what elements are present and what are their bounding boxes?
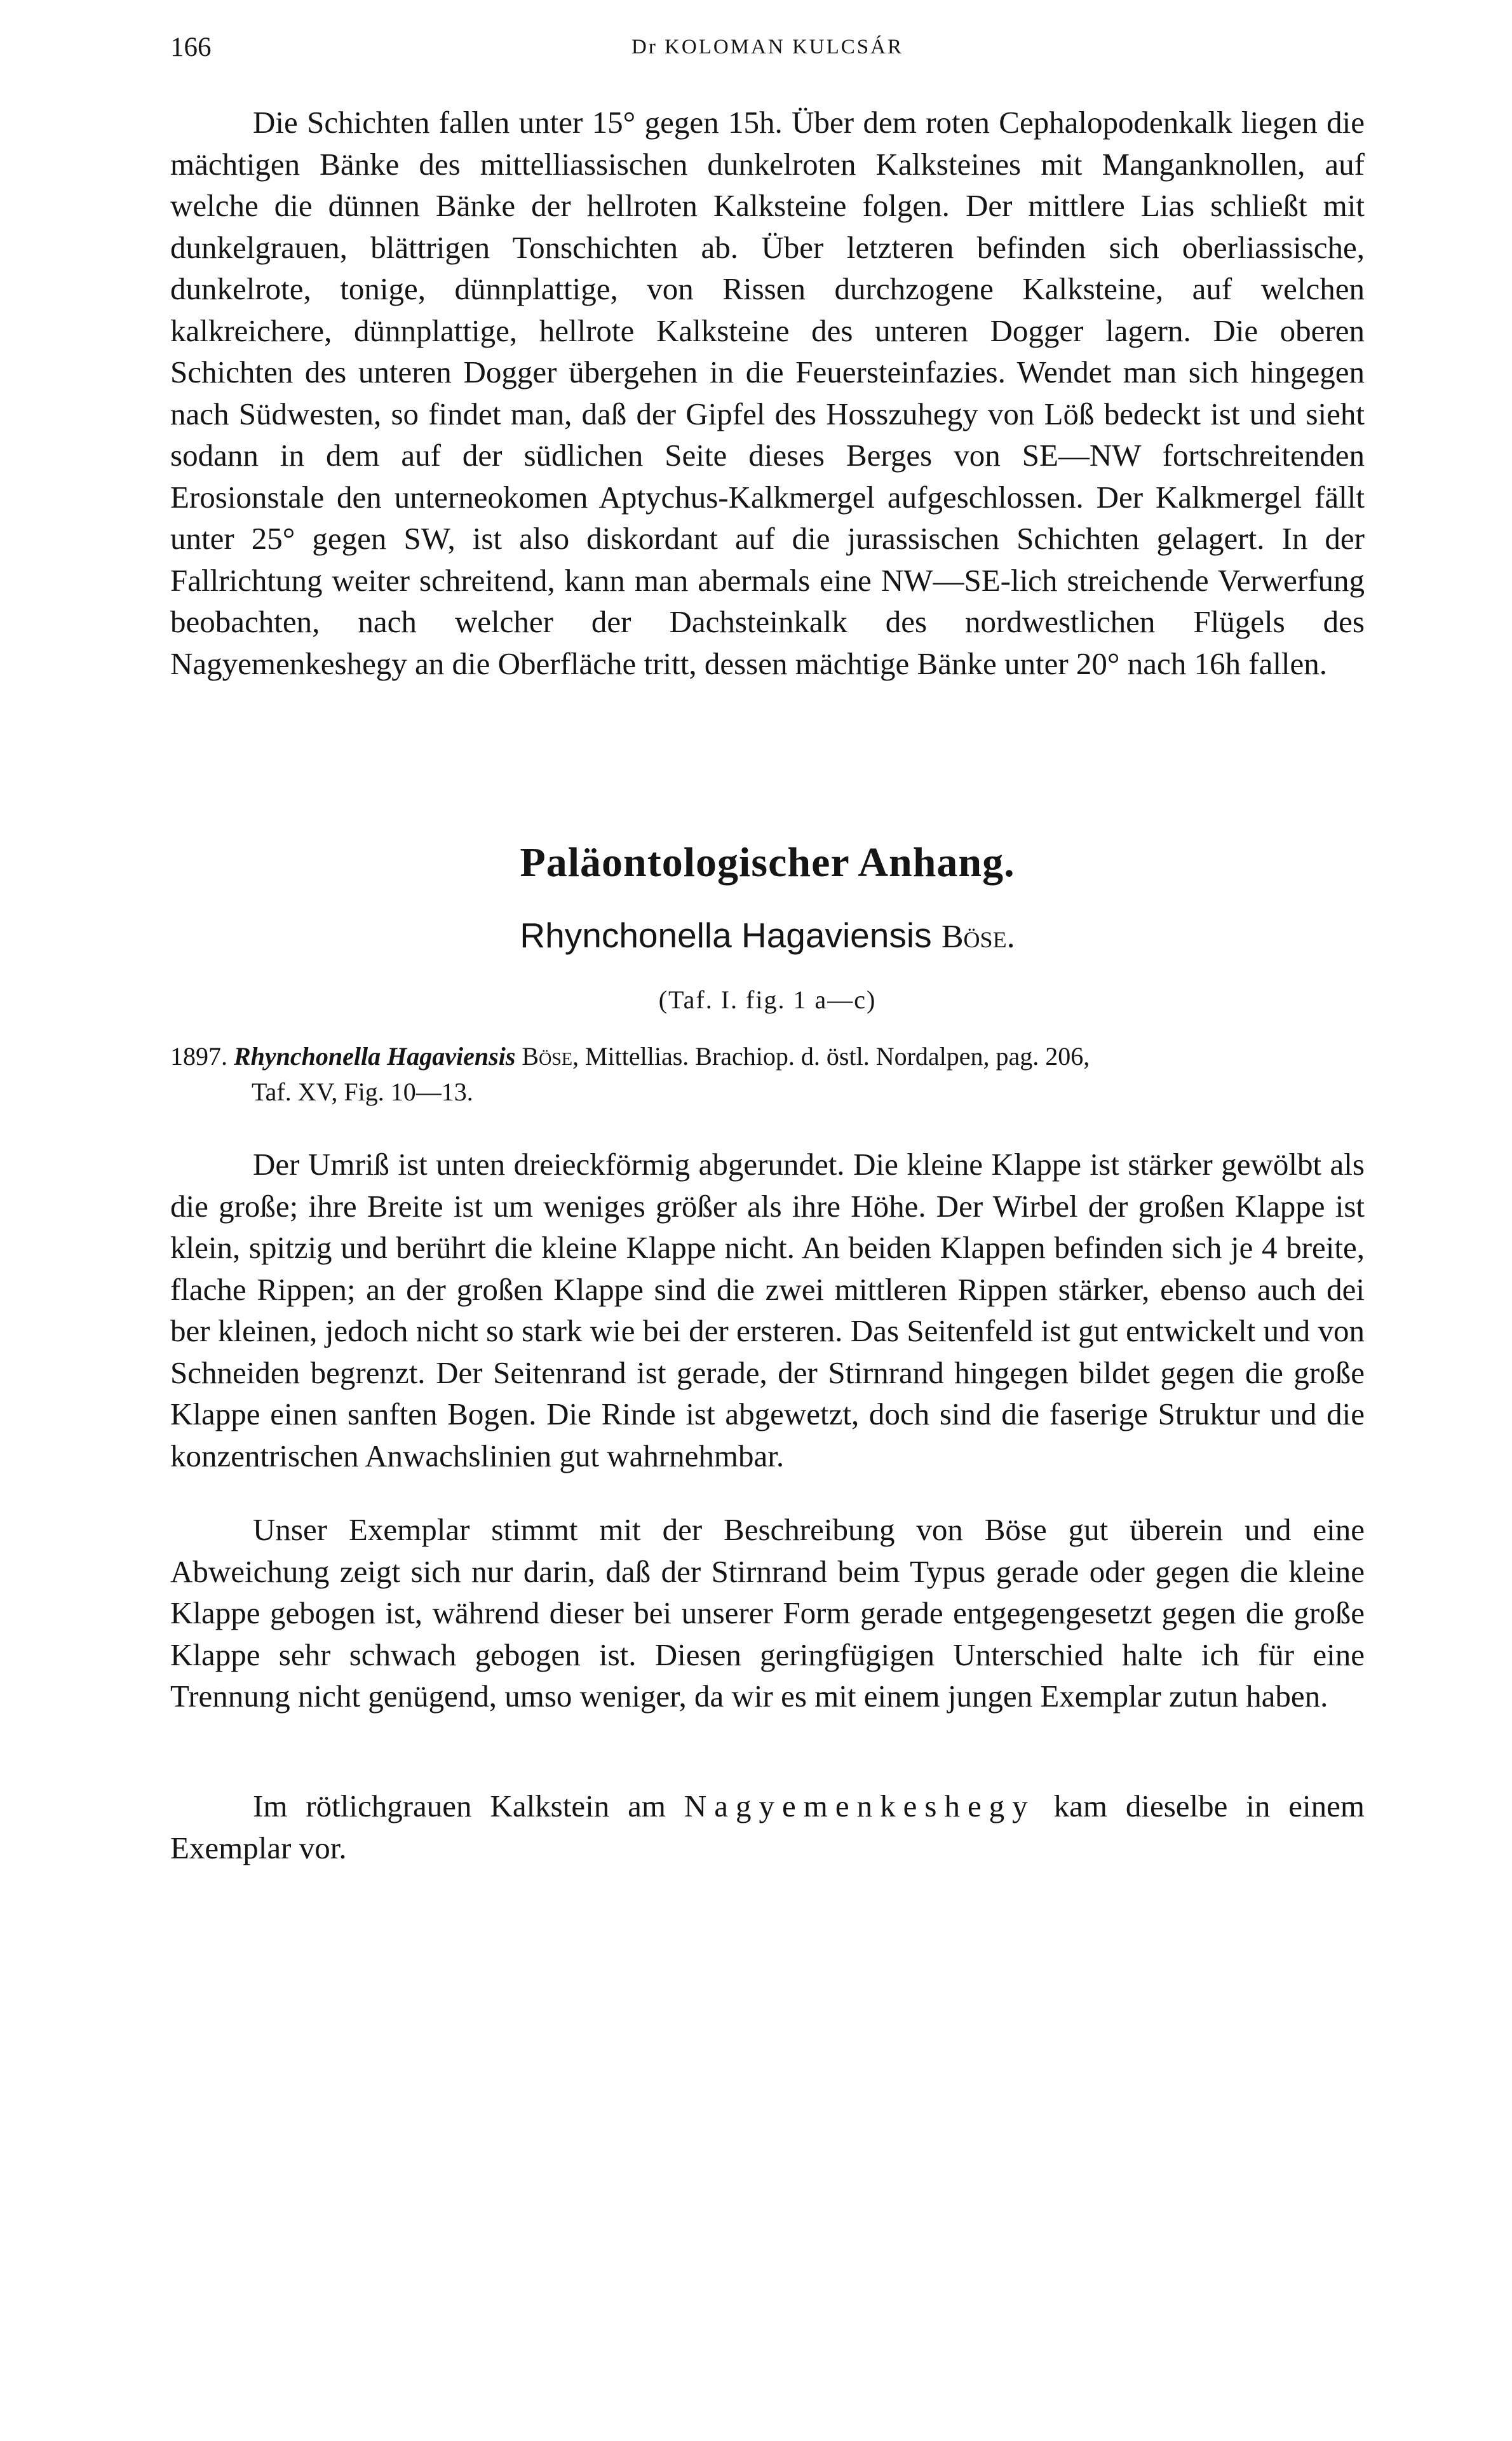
locality-text-before: Im rötlichgrauen Kalkstein am <box>253 1788 684 1823</box>
species-title <box>170 915 1365 956</box>
intro-paragraph: Die Schichten fallen unter 15° gegen 15h. Über dem roten Cephalopodenkalk liegen die mächtigen Bänke des mittelliassischen dunkelroten Kalksteines mit Manganknollen, auf welche die dünnen Bänke der hellroten Kalksteine folgen. Der mittlere Lias schließt mit dunkelgrauen, blättrigen Tonschichten ab. Über letzteren befinden sich oberliassische, dunkelrote, tonige, dünnplattige, von Rissen durchzogene Kalksteine, auf welchen kalkreichere, dünnplattige, hellrote Kalksteine des unteren Dogger lagern. Die oberen Schichten des unteren Dogger übergehen in die Feuersteinfazies. Wendet man sich hingegen nach Südwesten, so findet man, daß der Gipfel des Hosszuhegy von Löß bedeckt ist und sieht sodann in dem auf der südlichen Seite dieses Berges von SE—NW fortschreitenden Erosionstale den unterneokomen Aptychus-Kalkmergel aufgeschlossen. Der Kalkmergel fällt unter 25° gegen SW, ist also diskordant auf die jurassischen Schichten gelagert. In der Fallrichtung weiter schreitend, kann man abermals eine NW—SE-lich streichende Verwerfung beobachten, nach welcher der Dachsteinkalk des nordwestlichen Flügels des Nagyemenkeshegy an die Oberfläche tritt, dessen mächtige Bänke unter 20° nach 16h fallen. <box>170 105 1365 681</box>
synonymy-author: Böse, <box>522 1042 579 1071</box>
page-number: 166 <box>170 32 212 62</box>
synonymy-year: 1897. <box>170 1042 227 1071</box>
synonymy-entry <box>170 1039 1365 1110</box>
appendix-title: Paläontologischer Anhang. <box>520 839 1015 886</box>
locality-text-after: kam dieselbe in einem Exemplar vor. <box>170 1788 1365 1865</box>
synonymy-citation: Mittellias. Brachiop. d. östl. Nordalpen, pag. 206, <box>584 1042 1090 1071</box>
synonymy-taxon: Rhynchonella Hagaviensis <box>234 1042 516 1071</box>
running-head <box>170 32 1365 70</box>
running-title: Dr KOLOMAN KULCSÁR <box>631 36 903 58</box>
species-name: Rhynchonella Hagaviensis <box>520 916 932 955</box>
description-paragraph: Der Umriß ist unten dreieckförmig abgerundet. Die kleine Klappe ist stärker gewölbt als die große; ihre Breite ist um weniges größer als ihre Höhe. Der Wirbel der großen Klappe ist klein, spitzig und berührt die kleine Klappe nicht. An beiden Klappen befinden sich je 4 breite, flache Rippen; an der großen Klappe sind die zwei mittleren Rippen stärker, ebenso auch dei ber kleinen, jedoch nicht so stark wie bei der ersteren. Das Seitenfeld ist gut entwickelt und von Schneiden begrenzt. Der Seitenrand ist gerade, der Stirnrand hingegen bildet gegen die große Klappe einen sanften Bogen. Die Rinde ist abgewetzt, doch sind die faserige Struktur und die konzentrischen Anwachslinien gut wahrnehmbar. <box>170 1147 1365 1473</box>
locality-name: Nagyemenkeshegy <box>684 1788 1036 1823</box>
species-author: Böse. <box>941 919 1015 955</box>
plate-reference: (Taf. I. fig. 1 a—c) <box>658 985 877 1014</box>
comparison-paragraph: Unser Exemplar stimmt mit der Beschreibung von Böse gut überein und eine Abweichung zeigt sich nur darin, daß der Stirnrand beim Typus gerade oder gegen die kleine Klappe gebogen ist, während dieser bei unserer Form gerade entgegengesetzt gegen die große Klappe sehr schwach gebogen ist. Diesen geringfügigen Unterschied halte ich für eine Trennung nicht genügend, umso weniger, da wir es mit einem jungen Exemplar zutun haben. <box>170 1512 1365 1714</box>
synonymy-plate: Taf. XV, Fig. 10—13. <box>252 1078 473 1106</box>
locality-paragraph <box>170 1785 1365 1869</box>
